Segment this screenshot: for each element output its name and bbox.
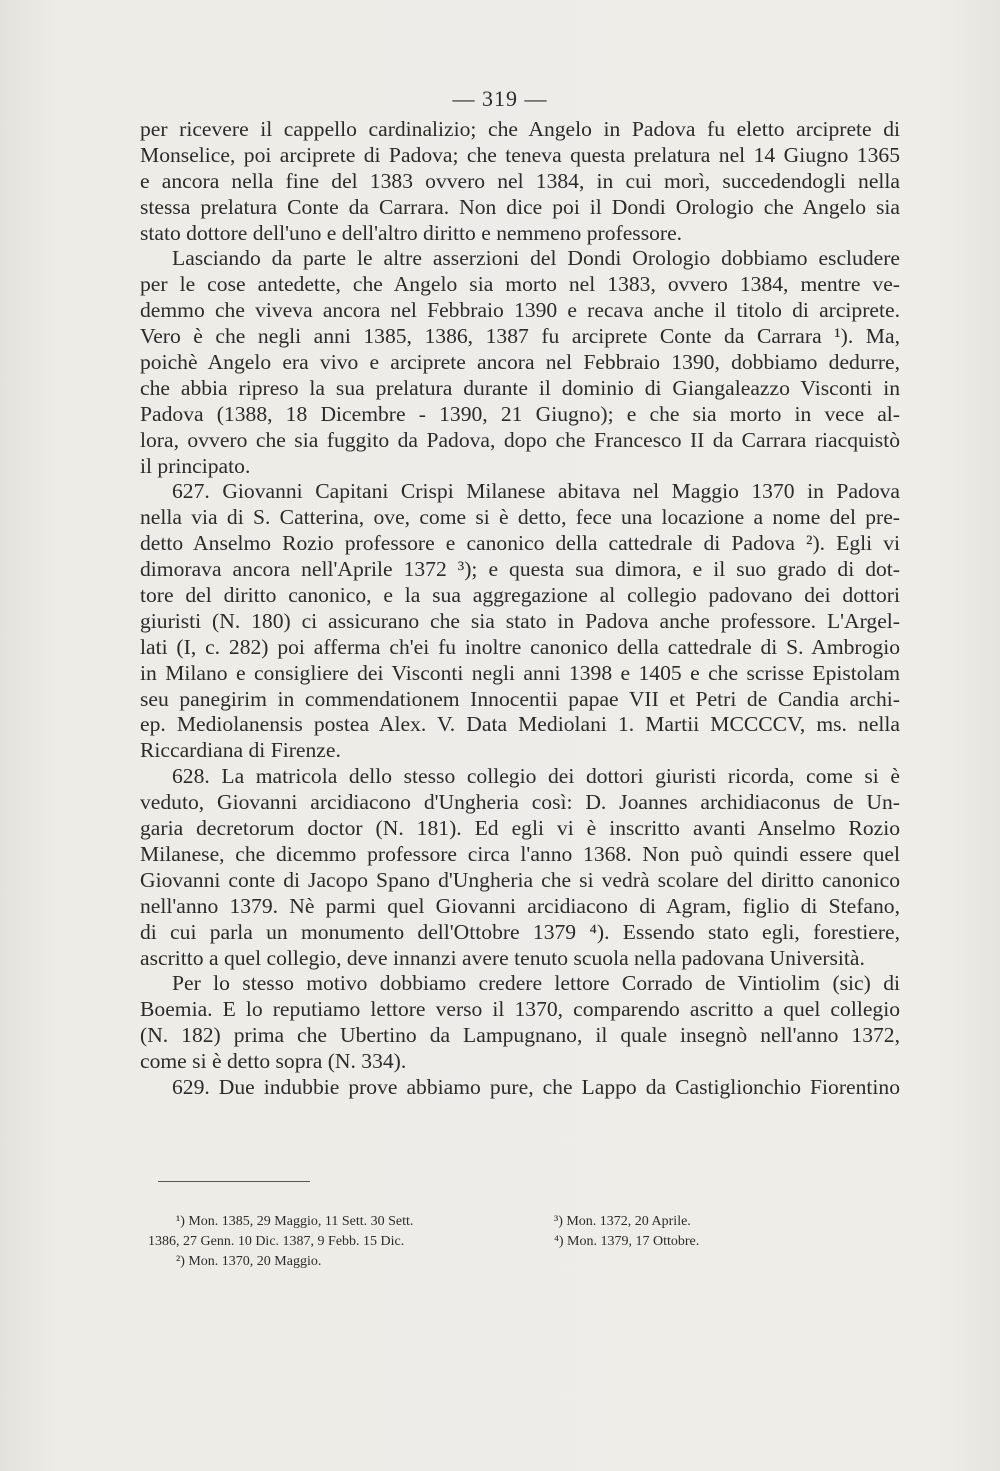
- text-line: che abbia ripreso la sua prelatura durante il dominio di Giangaleazzo Visconti in: [140, 375, 900, 400]
- text-line: seu panegirim in commendationem Innocentii papae VII et Petri de Candia archi-: [140, 686, 900, 711]
- text-line: Padova (1388, 18 Dicembre - 1390, 21 Giugno); e che sia morto in vece al-: [140, 401, 900, 426]
- footnote-rule: [158, 1181, 310, 1182]
- footnote: ¹) Mon. 1385, 29 Maggio, 11 Sett. 30 Sett.: [176, 1214, 414, 1229]
- text-line: demmo che viveva ancora nel Febbraio 1390 e recava anche il titolo di arciprete.: [140, 298, 900, 323]
- text-line: ep. Mediolanensis postea Alex. V. Data Mediolani 1. Martii MCCCCV, ms. nella: [140, 712, 900, 737]
- text-line: giuristi (N. 180) ci assicurano che sia stato in Padova anche professore. L'Argel-: [140, 608, 900, 633]
- text-line: tore del diritto canonico, e la sua aggregazione al collegio padovano dei dottori: [140, 583, 900, 608]
- body-text: [140, 117, 900, 1101]
- text-line: e ancora nella fine del 1383 ovvero nel 1384, in cui morì, succedendogli nella: [140, 168, 900, 193]
- footnote: 1386, 27 Genn. 10 Dic. 1387, 9 Febb. 15 Dic.: [148, 1234, 405, 1249]
- text-line: 627. Giovanni Capitani Crispi Milanese abitava nel Maggio 1370 in Padova: [172, 479, 900, 504]
- text-line: nell'anno 1379. Nè parmi quel Giovanni arcidiacono di Agram, figlio di Stefano,: [140, 893, 900, 918]
- text-line: 629. Due indubbie prove abbiamo pure, che Lappo da Castiglionchio Fiorentino: [172, 1074, 900, 1099]
- text-line: Riccardiana di Firenze.: [140, 738, 341, 763]
- footnote: ³) Mon. 1372, 20 Aprile.: [554, 1214, 691, 1229]
- text-line: detto Anselmo Rozio professore e canonico della cattedrale di Padova ²). Egli vi: [140, 531, 900, 556]
- text-line: lora, ovvero che sia fuggito da Padova, dopo che Francesco II da Carrara riacquistò: [140, 427, 900, 452]
- text-line: in Milano e consigliere dei Visconti negli anni 1398 e 1405 e che scrisse Epistolam: [140, 660, 900, 685]
- footnote: ⁴) Mon. 1379, 17 Ottobre.: [554, 1234, 700, 1249]
- footnote: ²) Mon. 1370, 20 Maggio.: [176, 1254, 322, 1269]
- footnotes-left: [148, 1212, 528, 1272]
- text-line: Vero è che negli anni 1385, 1386, 1387 fu arciprete Conte da Carrara ¹). Ma,: [140, 324, 900, 349]
- text-line: poichè Angelo era vivo e arciprete ancora nel Febbraio 1390, dobbiamo dedurre,: [140, 350, 900, 375]
- text-line: di cui parla un monumento dell'Ottobre 1379 ⁴). Essendo stato egli, forestiere,: [140, 919, 900, 944]
- text-line: Milanese, che dicemmo professore circa l'anno 1368. Non può quindi essere quel: [140, 841, 900, 866]
- text-line: per ricevere il cappello cardinalizio; che Angelo in Padova fu eletto arciprete di: [140, 117, 900, 141]
- text-line: Monselice, poi arciprete di Padova; che teneva questa prelatura nel 14 Giugno 1365: [140, 142, 900, 167]
- text-line: Per lo stesso motivo dobbiamo credere lettore Corrado de Vintiolim (sic) di: [172, 971, 900, 996]
- page-number: — 319 —: [452, 86, 548, 111]
- footnotes-right: [554, 1212, 884, 1252]
- text-line: veduto, Giovanni arcidiacono d'Ungheria così: D. Joannes archidiaconus de Un-: [140, 790, 900, 815]
- text-line: ascritto a quel collegio, deve innanzi avere tenuto scuola nella padovana Università.: [140, 945, 865, 970]
- text-line: stessa prelatura Conte da Carrara. Non dice poi il Dondi Orologio che Angelo sia: [140, 194, 900, 219]
- text-line: Lasciando da parte le altre asserzioni del Dondi Orologio dobbiamo escludere: [172, 246, 900, 271]
- text-line: come si è detto sopra (N. 334).: [140, 1049, 407, 1074]
- text-line: dimorava ancora nell'Aprile 1372 ³); e questa sua dimora, e il suo grado di dot-: [140, 557, 900, 582]
- text-line: Giovanni conte di Jacopo Spano d'Ungheria che si vedrà scolare del diritto canonico: [140, 867, 900, 892]
- text-line: (N. 182) prima che Ubertino da Lampugnano, il quale insegnò nell'anno 1372,: [140, 1023, 900, 1048]
- text-line: 628. La matricola dello stesso collegio dei dottori giuristi ricorda, come si è: [172, 764, 900, 789]
- text-line: per le cose antedette, che Angelo sia morto nel 1383, ovvero 1384, mentre ve-: [140, 272, 900, 297]
- text-line: stato dottore dell'uno e dell'altro diritto e nemmeno professore.: [140, 220, 683, 245]
- text-line: nella via di S. Catterina, ove, come si è detto, fece una locazione a nome del pre-: [140, 505, 900, 530]
- text-line: lati (I, c. 282) poi afferma ch'ei fu inoltre canonico della cattedrale di S. Ambrogio: [140, 634, 900, 659]
- text-line: garia decretorum doctor (N. 181). Ed egli vi è inscritto avanti Anselmo Rozio: [140, 816, 900, 841]
- text-line: Boemia. E lo reputiamo lettore verso il 1370, comparendo ascritto a quel collegio: [140, 997, 900, 1022]
- text-line: il principato.: [140, 453, 251, 478]
